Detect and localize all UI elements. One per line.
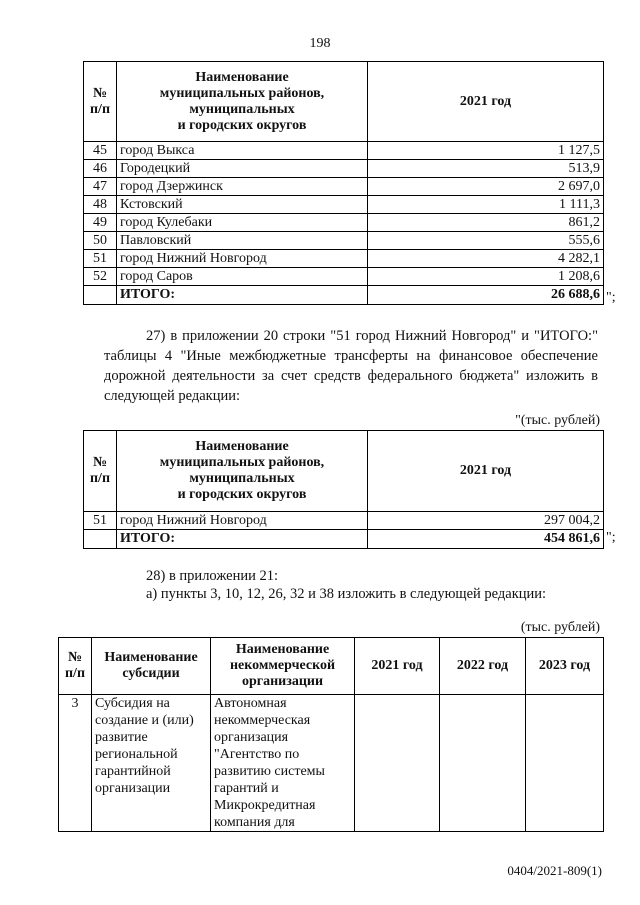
subsidy-cell: Субсидия на создание и (или) развитие региональной гарантийной организации [92, 695, 211, 832]
table-1 [83, 61, 604, 305]
table-row: 45 город Выкса 1 127,5 [84, 142, 604, 160]
col-subsidy-header: Наименование субсидии [92, 638, 211, 695]
col-num-header: № п/п [84, 431, 117, 512]
table-3 [58, 637, 604, 832]
page-number: 198 [309, 36, 331, 51]
col-year-header: 2021 год [368, 62, 604, 142]
document-code: 0404/2021-809(1) [507, 863, 602, 878]
col-2023-header: 2023 год [526, 638, 604, 695]
col-name-header: Наименование муниципальных районов, муниципальных и городских округов [117, 431, 368, 512]
paragraph-28-title: 28) в приложении 21: [146, 568, 279, 584]
table-2 [83, 430, 604, 549]
table-row: 51 город Нижний Новгород 297 004,2 [84, 512, 604, 530]
table-row: 51 город Нижний Новгород 4 282,1 [84, 250, 604, 268]
col-name-header: Наименование муниципальных районов, муниципальных и городских округов [117, 62, 368, 142]
paragraph-28-item-a: а) пункты 3, 10, 12, 26, 32 и 38 изложить в следующей редакции: [146, 586, 547, 602]
table-2-closing-quote: "; [606, 530, 616, 545]
col-year-header: 2021 год [368, 431, 604, 512]
col-num-header: № п/п [59, 638, 92, 695]
table-row: 3 Субсидия на создание и (или) развитие региональной гарантийной организации Автономная некоммерческая организация "Агентство по развитию системы гарантий и Микрокредитная компания для [59, 695, 604, 832]
paragraph-27: 27) в приложении 20 строки "51 город Нижний Новгород" и "ИТОГО:" таблицы 4 "Иные межбюджетные трансферты на финансовое обеспечение дорожной деятельности за счет средств федерального бюджета" изложить в следующей редакции: [104, 328, 598, 404]
unit-label-2: "(тыс. рублей) [515, 413, 600, 428]
table-row: 52 город Саров 1 208,6 [84, 268, 604, 286]
table-row: 49 город Кулебаки 861,2 [84, 214, 604, 232]
table-row: 50 Павловский 555,6 [84, 232, 604, 250]
org-cell: Автономная некоммерческая организация "Агентство по развитию системы гарантий и Микрокредитная компания для [211, 695, 355, 832]
col-org-header: Наименование некоммерческой организации [211, 638, 355, 695]
table-row: 46 Городецкий 513,9 [84, 160, 604, 178]
col-num-header: № п/п [84, 62, 117, 142]
table-row: 47 город Дзержинск 2 697,0 [84, 178, 604, 196]
col-2022-header: 2022 год [440, 638, 526, 695]
unit-label-3: (тыс. рублей) [520, 620, 600, 635]
total-row: ИТОГО: 26 688,6 [84, 286, 604, 305]
table-1-closing-quote: "; [606, 290, 616, 305]
total-row: ИТОГО: 454 861,6 [84, 530, 604, 549]
col-2021-header: 2021 год [355, 638, 440, 695]
table-row: 48 Кстовский 1 111,3 [84, 196, 604, 214]
